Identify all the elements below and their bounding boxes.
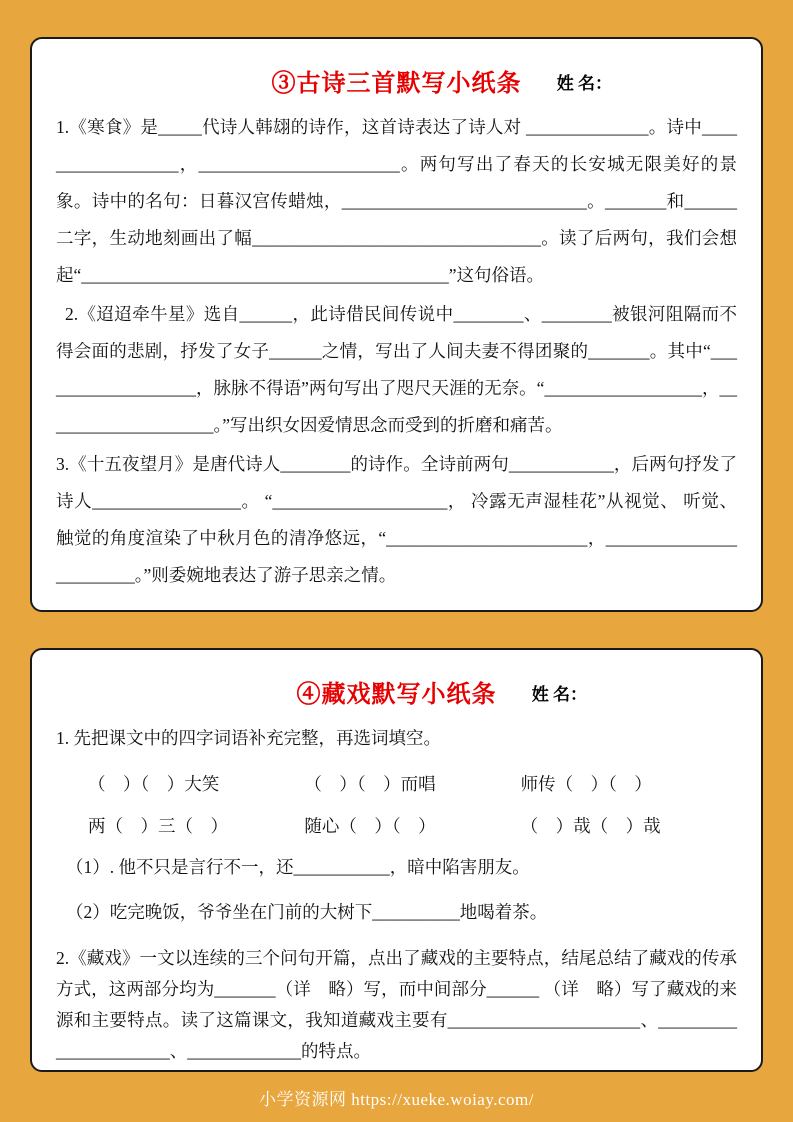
word-completion-row-1 [56,769,737,799]
card2-sub-question-1: （1）. 他不只是言行不一，还___________，暗中陷害朋友。 [66,857,530,877]
word-blank-two-three: 两（ ）三（ ） [88,816,228,836]
card1-question-1: 1.《寒食》是_____代诗人韩翃的诗作，这首诗表达了诗人对 ______________。诗中__________________，_______________________。两句写出了春天的长安城无限美好的景象。诗中的名句：日暮汉宫传蜡烛，____________________________。_______和______二字，生动地刻画出了幅_________________________________。读了后两句，我们会想起“__________________________________________”这句俗语。 [56,117,737,285]
word-blank-random: 随心（ ）（ ） [304,816,436,836]
card1-question-3: 3.《十五夜望月》是唐代诗人________的诗作。全诗前两句____________，后两句抒发了诗人_________________。 “____________________， 冷露无声湿桂花”从视觉、 听觉、触觉的角度渲染了中秋月色的清净悠远，“_______________________，________________________。”则委婉地表达了游子思亲之情。 [56,454,737,585]
word-blank-teach: 师传（ ）（ ） [520,774,652,794]
card2-question-1-intro: 1. 先把课文中的四字词语补充完整，再选词填空。 [56,728,441,748]
word-completion-row-2 [56,811,737,841]
card2-name-label: 姓 名： [531,685,587,704]
card2-sub-question-2: （2）吃完晚饭，爷爷坐在门前的大树下__________地喝着茶。 [66,902,548,922]
card-poems-dictation [30,37,763,612]
card1-name-label: 姓 名： [556,74,612,93]
site-footer [0,1085,793,1110]
card2-title: ④藏戏默写小纸条 [296,682,497,708]
footer-text: 小学资源网 https://xueke.woiay.com/ [258,1090,534,1109]
word-blank-leisure: （ ）哉（ ）哉 [520,816,661,836]
card1-question-2: 2.《迢迢牵牛星》选自______，此诗借民间传说中________、________被银河阻隔而不得会面的悲剧，抒发了女子______之情，写出了人间夫妻不得团聚的_______。其中“___________________，脉脉不得语”两句写出了咫尺天涯的无奈。“__________________，____________________。”写出织女因爱情思念而受到的折磨和痛苦。 [56,304,737,435]
card1-header [56,63,737,97]
word-blank-sing: （ ）（ ）而唱 [304,774,436,794]
card1-title: ③古诗三首默写小纸条 [271,71,522,97]
card2-question-2: 2.《藏戏》一文以连续的三个问句开篇，点出了藏戏的主要特点，结尾总结了藏戏的传承方式，这两部分均为_______（详 略）写，而中间部分______ （详 略）写了藏戏的来源和主要特点。读了这篇课文，我知道藏戏主要有______________________、______________________、_____________的特点。 [56,948,737,1061]
card2-header [56,674,737,708]
card-tibetan-opera-dictation [30,648,763,1072]
word-blank-laugh: （ ）（ ）大笑 [88,774,220,794]
